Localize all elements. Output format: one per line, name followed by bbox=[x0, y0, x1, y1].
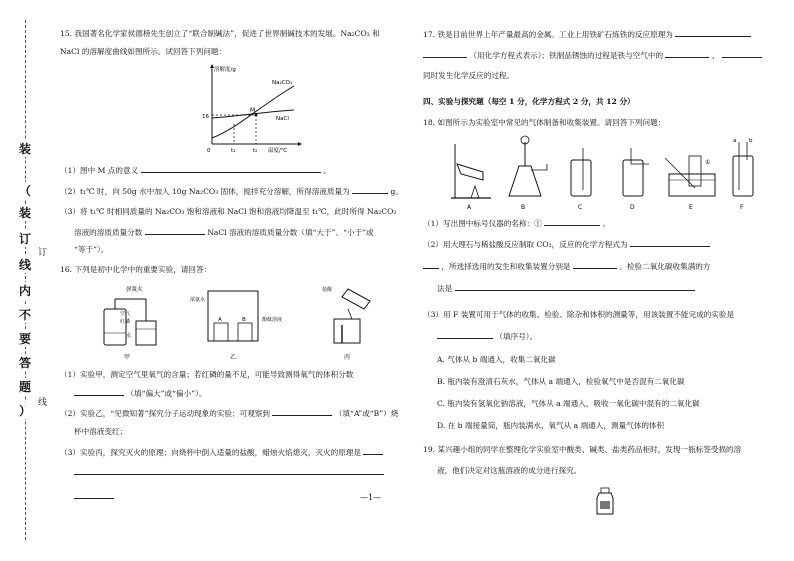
label-jia: 甲 bbox=[124, 354, 131, 361]
answer-blank[interactable] bbox=[544, 217, 600, 226]
q16-figure bbox=[86, 281, 386, 363]
binding-char: 装 bbox=[10, 140, 40, 157]
answer-blank[interactable] bbox=[665, 49, 709, 58]
solubility-chart bbox=[198, 62, 308, 154]
binding-mark: 订 bbox=[38, 248, 48, 258]
chart-y-tick: 16 bbox=[202, 114, 209, 120]
point-m bbox=[255, 114, 258, 117]
q16-sub1-end: （填“偏大”或“偏小”）。 bbox=[126, 389, 207, 398]
q15-sub2-text: （2）t₁℃ 时，向 50g 水中加入 10g Na₂CO₃ 固体，搅拌充分溶解，所得溶液质量为 bbox=[60, 187, 350, 196]
q15-line2: NaCl 的溶解度曲线如图所示。试回答下列问题： bbox=[60, 47, 227, 56]
fig-label-f: F bbox=[740, 204, 744, 211]
e-cylinder bbox=[689, 156, 701, 186]
q18-sub1-end: 。 bbox=[602, 219, 611, 228]
q16-sub2-end: （填“A”或“B”）烧 bbox=[334, 409, 399, 418]
d-tube bbox=[631, 148, 649, 164]
q18-option-b: B. 瓶内装有澄清石灰水，气体从 a 端通入，检验氧气中是否混有二氧化碳 bbox=[437, 377, 685, 386]
fig-label-c: C bbox=[578, 204, 583, 211]
chart-xlabel: 温度/℃ bbox=[268, 148, 288, 154]
chart-series-nacl: NaCl bbox=[276, 116, 289, 122]
q16-sub3-text: （3）实验丙，探究灭火的原理；向烧杯中倒入适量的盐酸，蜡烛火焰熄灭，灭火的原理是 bbox=[60, 448, 361, 457]
chart-x-tick-0: 0 bbox=[207, 148, 211, 154]
yi-bell-jar bbox=[208, 291, 258, 341]
q17-line3: 同时发生化学反应的过程。 bbox=[423, 71, 515, 80]
answer-blank[interactable] bbox=[675, 28, 751, 37]
q17-line2 bbox=[423, 49, 762, 61]
chart-point-label: M bbox=[250, 107, 256, 114]
q17-line1-text: 17. 铁是目前世界上年产量最高的金属。工业上用铁矿石炼铁的反应原理为 bbox=[423, 30, 673, 39]
q16-sub1-line2 bbox=[74, 387, 207, 399]
answer-blank[interactable] bbox=[272, 407, 332, 416]
binding-char: 题 bbox=[10, 378, 40, 395]
label-shui: 水 bbox=[126, 333, 132, 339]
damaged-label bbox=[600, 501, 610, 509]
q18-apparatus-figure bbox=[443, 134, 763, 212]
answer-blank[interactable] bbox=[74, 490, 114, 499]
q15-sub2-end: g。 bbox=[390, 187, 403, 196]
fig-label-b-port: b bbox=[749, 138, 753, 144]
q18-sub2-text: （2）用大理石与稀盐酸反应制取 CO₂，反应的化学方程式为 bbox=[423, 240, 628, 249]
answer-blank[interactable] bbox=[145, 226, 205, 235]
section-4-heading: 四、实验与探究题（每空 1 分，化学方程式 2 分，共 12 分） bbox=[423, 97, 635, 106]
binding-char: 装 bbox=[10, 204, 40, 221]
chart-x-tick-t2: t₂ bbox=[253, 148, 258, 154]
binding-margin bbox=[4, 0, 46, 561]
q16-sub2-line2: 杯中溶液变红； bbox=[74, 427, 128, 436]
answer-blank[interactable] bbox=[74, 466, 384, 475]
a-tube bbox=[457, 164, 483, 180]
q18-sub2-text3: 法是 bbox=[437, 284, 453, 293]
q17-line2-end: 、 bbox=[711, 51, 720, 60]
answer-blank[interactable] bbox=[74, 387, 124, 396]
q18-sub3-line2 bbox=[437, 330, 537, 342]
bing-flask bbox=[342, 289, 370, 309]
label-fentai: 酚酞溶液 bbox=[262, 317, 283, 323]
jia-tube bbox=[115, 299, 146, 321]
fig-label-a-port: a bbox=[733, 138, 737, 144]
q15-sub1-end: 。 bbox=[323, 166, 331, 175]
q16-sub1-line1: （1）实验甲，测定空气里氧气的含量；若红磷的量不足，可能导致测得氧气的体积分数 bbox=[60, 370, 354, 379]
binding-char: 答 bbox=[10, 354, 40, 371]
q15-sub2 bbox=[60, 185, 403, 197]
q15-line1: 15. 我国著名化学家侯德榜先生创立了“联合制碱法”，促进了世界制碱技术的发展。Na₂CO₃ 和 bbox=[60, 29, 380, 38]
d-bottle bbox=[623, 160, 643, 196]
answer-blank[interactable] bbox=[423, 260, 439, 269]
c-bottle bbox=[571, 160, 591, 196]
q18-sub1 bbox=[423, 217, 610, 229]
q19-line1: 19. 某兴趣小组的同学在整理化学实验室中酸类、碱类、盐类药品柜时，发现一瓶标签受损的溶 bbox=[423, 445, 742, 454]
q15-sub3-line1: （3）将 t₁℃ 时相同质量的 Na₂CO₃ 饱和溶液和 NaCl 饱和溶液均降温至 t₁℃，此时所得 Na₂CO₃ bbox=[60, 207, 397, 216]
fig-label-a: A bbox=[467, 204, 472, 211]
label-kongqi: 空气 bbox=[120, 311, 131, 317]
q16-title: 16. 下列是初中化学中的重要实验，请回答： bbox=[60, 265, 212, 274]
answer-blank[interactable] bbox=[423, 49, 467, 58]
chart-x-tick-t1: t₁ bbox=[231, 148, 236, 154]
answer-blank[interactable] bbox=[437, 330, 493, 339]
a-lamp bbox=[471, 186, 479, 198]
q18-title: 18. 如图所示为实验室中常见的气体制备和收集装置。请回答下列问题： bbox=[423, 118, 666, 127]
label-yi: 乙 bbox=[230, 354, 237, 361]
q17-line1 bbox=[423, 28, 751, 40]
q19-line2: 液，他们决定对这瓶溶液的成分进行探究。 bbox=[437, 466, 582, 475]
q18-sub3-end: （填序号）。 bbox=[495, 332, 538, 341]
label-yansuan: 盐酸 bbox=[322, 287, 333, 293]
f-bottle bbox=[733, 156, 753, 196]
q18-sub2-line1 bbox=[423, 238, 710, 250]
q18-option-c: C. 瓶内装有氢氧化钠溶液，气体从 a 端通入，吸收一氧化碳中混有的二氧化碳 bbox=[437, 399, 700, 408]
binding-mark: 线 bbox=[38, 398, 48, 408]
q15-sub3-end: NaCl 溶液的溶质质量分数（填“大于”、“小于”或 bbox=[207, 228, 374, 237]
reagent-bottle-figure bbox=[593, 486, 617, 516]
label-hongliang: 红磷 bbox=[120, 319, 131, 325]
binding-char: 订 bbox=[10, 230, 40, 247]
fig-label-b: B bbox=[521, 204, 526, 211]
q18-sub2-line2 bbox=[423, 260, 710, 272]
chart-series-na2co3: Na₂CO₃ bbox=[272, 80, 293, 86]
q16-sub2-text: （2）实验乙，“见微知著”探究分子运动现象的实验；可观察到 bbox=[60, 409, 271, 418]
binding-char: 不 bbox=[10, 306, 40, 323]
label-nongan: 浓氨水 bbox=[190, 297, 206, 303]
q15-sub1 bbox=[60, 164, 331, 176]
q17-line2-text: （用化学方程式表示）；铁制品锈蚀的过程是铁与空气中的 bbox=[469, 51, 664, 60]
b-flask bbox=[509, 166, 541, 196]
q18-sub2-line3 bbox=[437, 282, 695, 294]
binding-char: （ bbox=[10, 182, 40, 199]
q18-sub2-end: 。检验二氧化碳收集满的方 bbox=[619, 262, 711, 271]
b-outlet bbox=[531, 164, 547, 170]
x-axis-arrow bbox=[298, 142, 302, 146]
label-a: A bbox=[218, 317, 222, 323]
yi-beaker-b bbox=[238, 323, 252, 341]
page-number: —1— bbox=[360, 493, 382, 502]
binding-char: 内 bbox=[10, 282, 40, 299]
yi-beaker-a bbox=[214, 323, 228, 341]
answer-blank[interactable] bbox=[573, 260, 617, 269]
q16-sub3-line2 bbox=[74, 466, 384, 478]
answer-blank[interactable] bbox=[630, 238, 710, 247]
q18-option-a: A. 气体从 b 端通入，收集二氧化碳 bbox=[437, 355, 556, 364]
label-bing: 丙 bbox=[344, 354, 351, 361]
q15-sub3-line3: “等于”）。 bbox=[74, 245, 109, 254]
q16-sub3-line3 bbox=[74, 490, 114, 502]
answer-blank[interactable] bbox=[722, 49, 762, 58]
bing-pour bbox=[348, 309, 352, 319]
fig-label-e: E bbox=[689, 204, 693, 211]
chart-ylabel: 溶解度/g bbox=[214, 67, 236, 73]
q16-sub2-line1 bbox=[60, 407, 398, 419]
fig-label-1: ① bbox=[705, 159, 711, 166]
bing-beaker bbox=[334, 319, 360, 343]
q16-sub3-line1 bbox=[60, 446, 383, 458]
binding-char: 要 bbox=[10, 330, 40, 347]
bottle-cap bbox=[601, 488, 609, 493]
answer-blank[interactable] bbox=[455, 282, 695, 291]
q18-sub3-line1: （3）用 F 装置可用于气体的收集、检验、除杂和体积的测量等，用该装置不能完成的实验是 bbox=[423, 310, 735, 319]
answer-blank[interactable] bbox=[352, 185, 388, 194]
label-b: B bbox=[242, 317, 246, 323]
label-tanhuang: 弹簧夹 bbox=[126, 287, 143, 293]
q15-sub3-text: 溶液的溶质质量分数 bbox=[74, 228, 143, 237]
q15-sub3-line2 bbox=[74, 226, 374, 238]
fig-label-d: D bbox=[630, 204, 635, 211]
q18-sub1-text: （1）写出图中标号仪器的名称：① bbox=[423, 219, 542, 228]
binding-dashed-line bbox=[25, 20, 26, 540]
q18-sub2-text2: ，所选择选用的发生和收集装置分别是 bbox=[441, 262, 571, 271]
q18-option-d: D. 在 b 端接量筒，瓶内装满水，氧气从 a 端通入，测量气体的体积 bbox=[437, 421, 665, 430]
q15-sub1-text: （1）图中 M 点的意义 bbox=[60, 166, 139, 175]
answer-blank[interactable] bbox=[141, 164, 321, 173]
binding-char: ） bbox=[10, 402, 40, 419]
answer-blank[interactable] bbox=[363, 446, 383, 455]
binding-char: 线 bbox=[10, 256, 40, 273]
jia-beaker bbox=[136, 321, 156, 345]
